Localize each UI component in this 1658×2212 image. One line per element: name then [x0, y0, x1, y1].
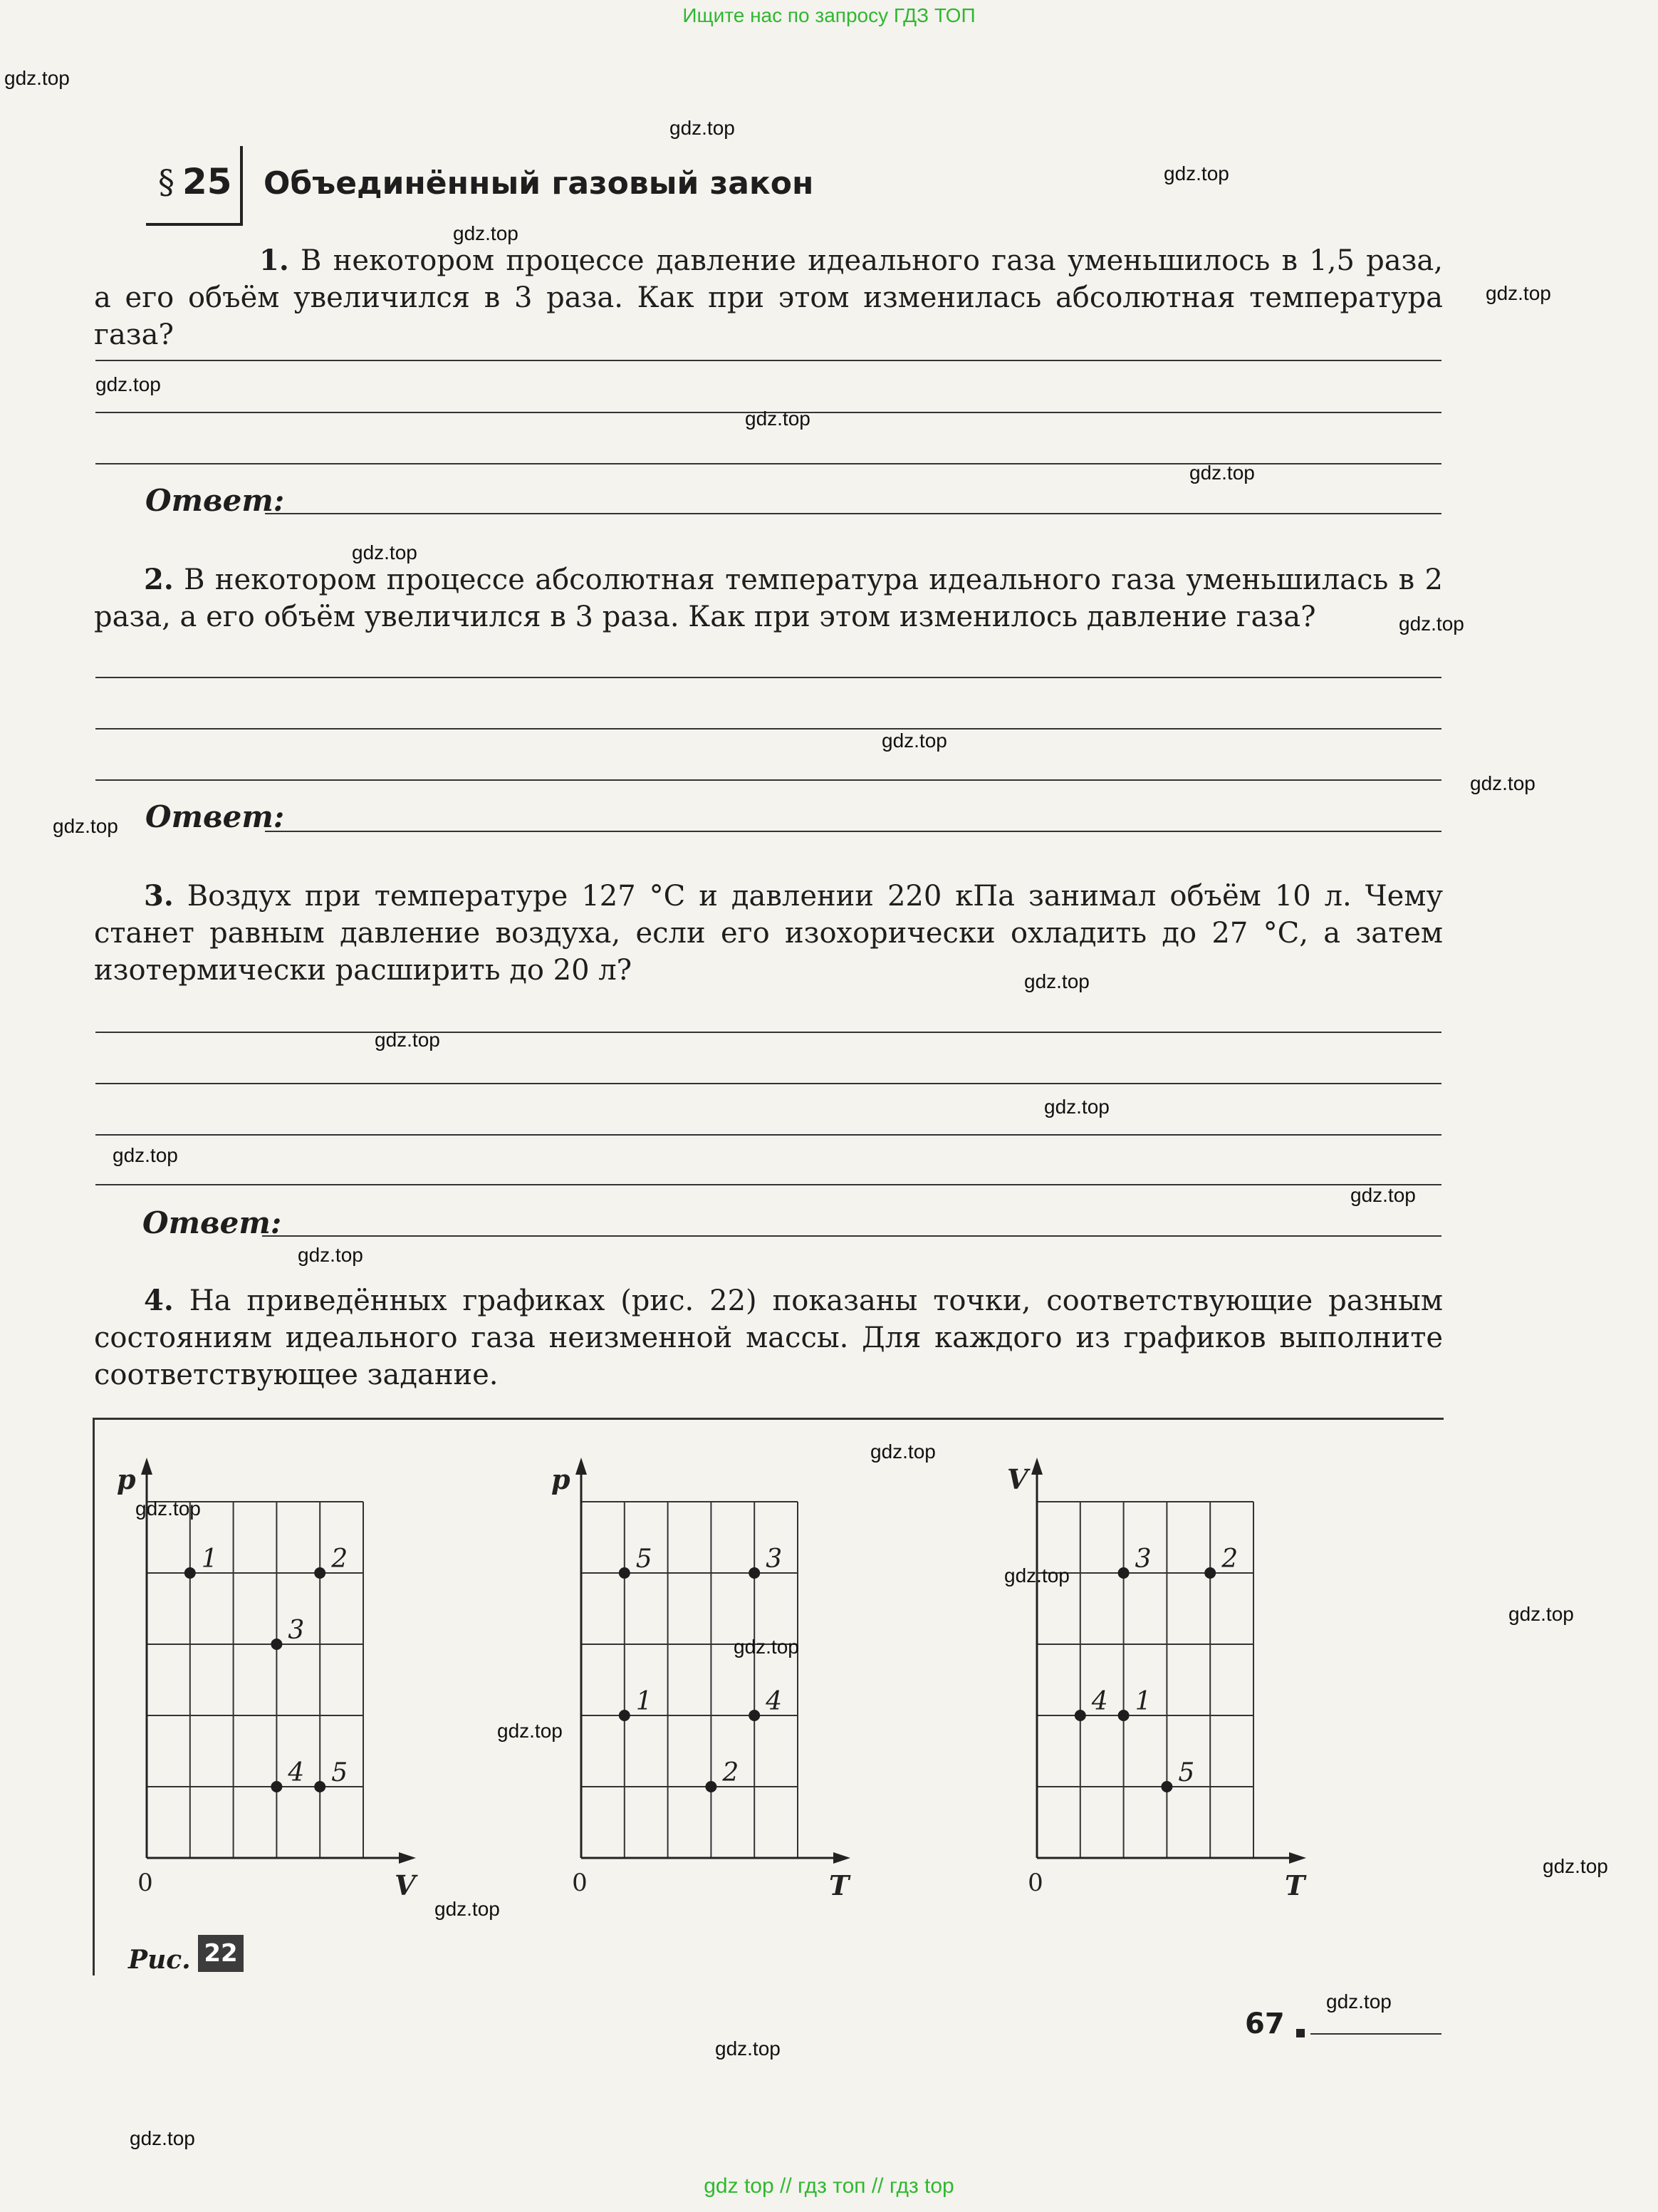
watermark: gdz.top	[95, 373, 161, 395]
y-axis-label: p	[117, 1463, 136, 1495]
watermark: gdz.top	[497, 1720, 563, 1742]
watermark: gdz.top	[1399, 613, 1464, 635]
watermark: gdz.top	[1470, 772, 1536, 794]
x-axis-label: T	[829, 1869, 850, 1901]
watermark: gdz.top	[1024, 970, 1090, 992]
task-text: На приведённых графиках (рис. 22) показаны точки, соответствующие разным состояниям идеального газа неизменной массы. Для каждого из графиков выполните соответствующее задание.	[94, 1284, 1444, 1391]
chart-p-t	[551, 1458, 851, 1901]
data-point	[1118, 1710, 1130, 1721]
y-axis-arrow	[1031, 1458, 1043, 1475]
origin-label: 0	[1028, 1869, 1043, 1897]
x-axis-arrow	[1289, 1852, 1306, 1864]
task-number: 4.	[144, 1284, 174, 1317]
x-axis-label: T	[1285, 1869, 1305, 1901]
x-axis-arrow	[399, 1852, 416, 1864]
data-point	[1204, 1567, 1216, 1579]
data-point	[749, 1567, 760, 1579]
y-axis-arrow	[141, 1458, 152, 1475]
watermark: gdz.top	[453, 222, 518, 244]
data-point	[1075, 1710, 1086, 1721]
watermark: gdz.top	[1004, 1564, 1070, 1587]
origin-label: 0	[572, 1869, 588, 1897]
watermark: gdz.top	[1326, 1990, 1392, 2013]
point-label: 2	[331, 1544, 348, 1574]
figure-caption: Рис.	[128, 1945, 191, 1975]
y-axis-arrow	[575, 1458, 587, 1475]
watermark: gdz.top	[352, 541, 417, 564]
watermark: gdz.top	[870, 1440, 936, 1463]
x-axis-label: V	[395, 1869, 416, 1901]
point-label: 2	[1221, 1544, 1239, 1574]
point-label: 1	[1135, 1687, 1152, 1716]
watermark: gdz.top	[53, 815, 118, 837]
answer-label: Ответ:	[142, 1205, 282, 1240]
page-number-marker	[1296, 2029, 1305, 2037]
chart-v-t	[1007, 1458, 1307, 1901]
watermark: gdz.top	[1508, 1603, 1574, 1625]
data-point	[619, 1710, 630, 1721]
page-rule	[1310, 2033, 1441, 2035]
point-label: 4	[288, 1758, 305, 1787]
y-axis-label: V	[1007, 1463, 1028, 1495]
watermark: gdz.top	[1486, 282, 1551, 304]
data-point	[271, 1781, 282, 1792]
figure-number-badge: 22	[198, 1935, 244, 1972]
x-axis-arrow	[833, 1852, 850, 1864]
point-label: 1	[201, 1544, 218, 1574]
y-axis-label: p	[551, 1463, 570, 1495]
point-label: 5	[331, 1758, 348, 1787]
watermark: gdz.top	[1164, 162, 1229, 185]
point-label: 4	[1091, 1687, 1108, 1716]
watermark: gdz.top	[135, 1497, 201, 1520]
task-number: 3.	[144, 879, 174, 913]
watermark: gdz.top	[734, 1636, 799, 1658]
data-point	[705, 1781, 716, 1792]
watermark: gdz.top	[4, 67, 70, 89]
watermark: gdz.top	[113, 1144, 178, 1166]
point-label: 5	[1178, 1758, 1195, 1787]
origin-label: 0	[137, 1869, 153, 1897]
task-text: В некотором процессе абсолютная температура идеального газа уменьшилась в 2 раза, а его объём увеличился в 3 раза. Как при этом изменилось давление газа?	[94, 564, 1443, 633]
point-label: 3	[288, 1616, 305, 1645]
task-number: 2.	[144, 563, 174, 596]
watermark: gdz.top	[1044, 1096, 1110, 1118]
data-point	[749, 1710, 760, 1721]
point-label: 3	[1135, 1544, 1152, 1574]
data-point	[1118, 1567, 1130, 1579]
watermark: gdz.top	[882, 729, 947, 752]
answer-label: Ответ:	[145, 483, 285, 518]
chart-p-v	[117, 1458, 418, 1901]
data-point	[184, 1567, 196, 1579]
top-banner: Ищите нас по запросу ГДЗ ТОП	[682, 4, 976, 26]
data-point	[1161, 1781, 1172, 1792]
data-point	[314, 1567, 325, 1579]
watermark: gdz.top	[1350, 1184, 1416, 1206]
watermark: gdz.top	[298, 1244, 363, 1266]
point-label: 2	[722, 1758, 739, 1787]
section-number: 25	[182, 161, 232, 202]
section-title: Объединённый газовый закон	[264, 165, 814, 202]
task-text: В некотором процессе давление идеального газа уменьшилось в 1,5 раза, а его объём увеличился в 3 раза. Как при этом изменилась абсолютная температура газа?	[94, 244, 1443, 351]
bottom-banner: gdz top // гдз топ // гдз top	[704, 2174, 954, 2198]
data-point	[271, 1639, 282, 1650]
point-label: 4	[766, 1687, 783, 1716]
watermark: gdz.top	[1543, 1855, 1608, 1877]
watermark: gdz.top	[745, 407, 810, 430]
point-label: 1	[635, 1687, 652, 1716]
section-sign: §	[158, 162, 174, 201]
task-text: Воздух при температуре 127 °С и давлении 220 кПа занимал объём 10 л. Чему станет равным давление воздуха, если его изохорически охладить до 27 °С, а затем изотермически расширить до 20 л?	[94, 880, 1444, 987]
data-point	[314, 1781, 325, 1792]
point-label: 5	[635, 1544, 652, 1574]
watermark: gdz.top	[715, 2037, 781, 2060]
watermark: gdz.top	[375, 1029, 440, 1051]
watermark: gdz.top	[130, 2127, 195, 2149]
watermark: gdz.top	[434, 1898, 500, 1920]
data-point	[619, 1567, 630, 1579]
watermark: gdz.top	[1189, 462, 1255, 484]
page-number: 67	[1245, 2008, 1285, 2040]
watermark: gdz.top	[669, 117, 735, 139]
answer-label: Ответ:	[145, 799, 285, 834]
task-number: 1.	[259, 244, 289, 277]
point-label: 3	[766, 1544, 783, 1574]
